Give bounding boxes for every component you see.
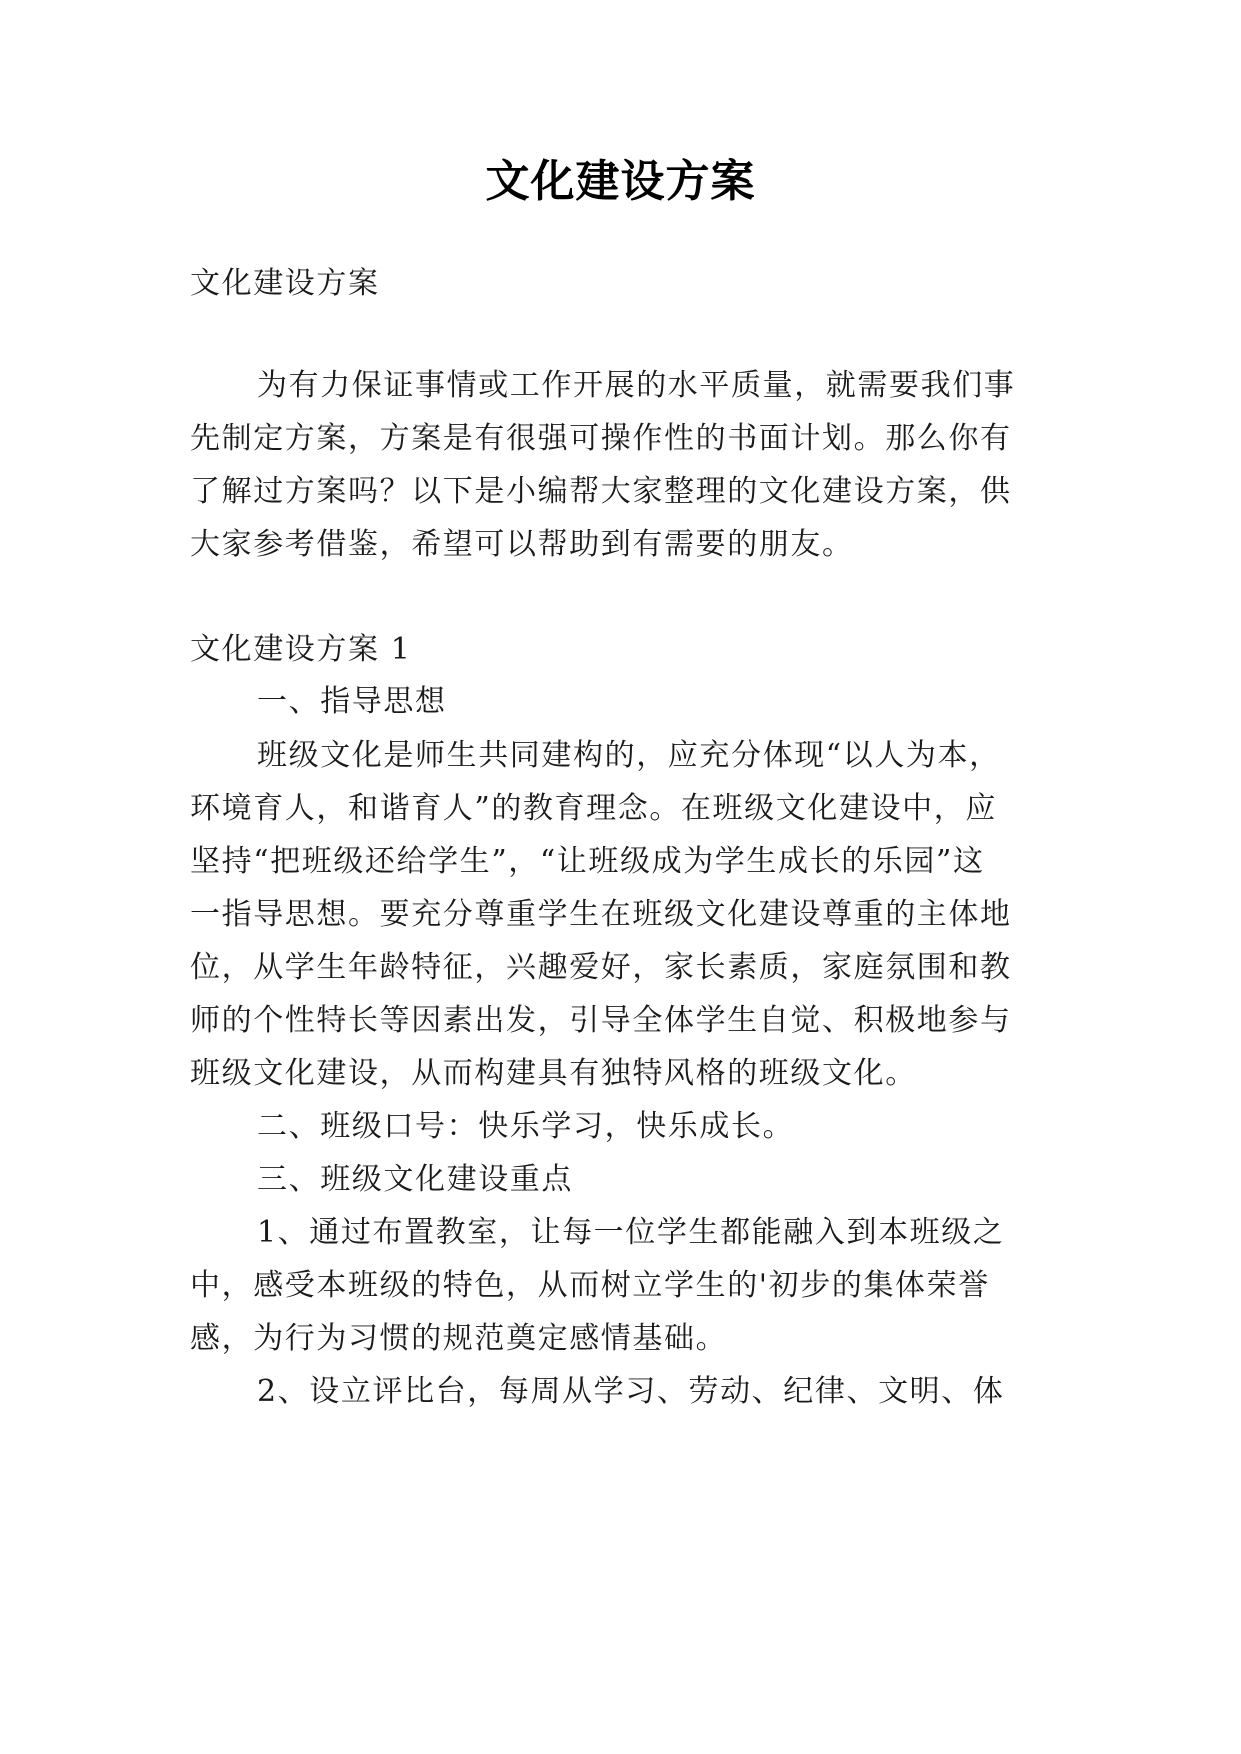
paragraph-line: 2、设立评比台，每周从学习、劳动、纪律、文明、体 [257,1374,1005,1409]
paragraph-line: 师的个性特长等因素出发，引导全体学生自觉、积极地参与 [190,1003,1012,1038]
subheading-guiding: 一、指导思想 [257,684,447,719]
document-subtitle: 文化建设方案 [190,266,380,301]
paragraph-line: 坚持“把班级还给学生”，“让班级成为学生成长的乐园”这 [190,844,985,879]
paragraph-line: 班级文化是师生共同建构的，应充分体现“以人为本， [257,738,1001,773]
subheading-slogan: 二、班级口号：快乐学习，快乐成长。 [257,1109,795,1144]
intro-line: 为有力保证事情或工作开展的水平质量，就需要我们事 [257,368,1016,403]
paragraph-line: 1、通过布置教室，让每一位学生都能融入到本班级之 [257,1215,1005,1250]
subheading-focus: 三、班级文化建设重点 [257,1162,573,1197]
paragraph-line: 位，从学生年龄特征，兴趣爱好，家长素质，家庭氛围和教 [190,950,1012,985]
intro-line: 了解过方案吗？以下是小编帮大家整理的文化建设方案，供 [190,474,1012,509]
intro-line: 先制定方案，方案是有很强可操作性的书面计划。那么你有 [190,421,1012,456]
section-heading: 文化建设方案 1 [190,632,412,667]
paragraph-line: 一指导思想。要充分尊重学生在班级文化建设尊重的主体地 [190,897,1012,932]
paragraph-line: 感，为行为习惯的规范奠定感情基础。 [190,1321,728,1356]
paragraph-line: 环境育人，和谐育人”的教育理念。在班级文化建设中，应 [190,791,997,826]
paragraph-line: 中，感受本班级的特色，从而树立学生的'初步的集体荣誉 [190,1268,990,1303]
paragraph-line: 班级文化建设，从而构建具有独特风格的班级文化。 [190,1056,917,1091]
intro-line: 大家参考借鉴，希望可以帮助到有需要的朋友。 [190,527,854,562]
document-title: 文化建设方案 [485,156,756,207]
